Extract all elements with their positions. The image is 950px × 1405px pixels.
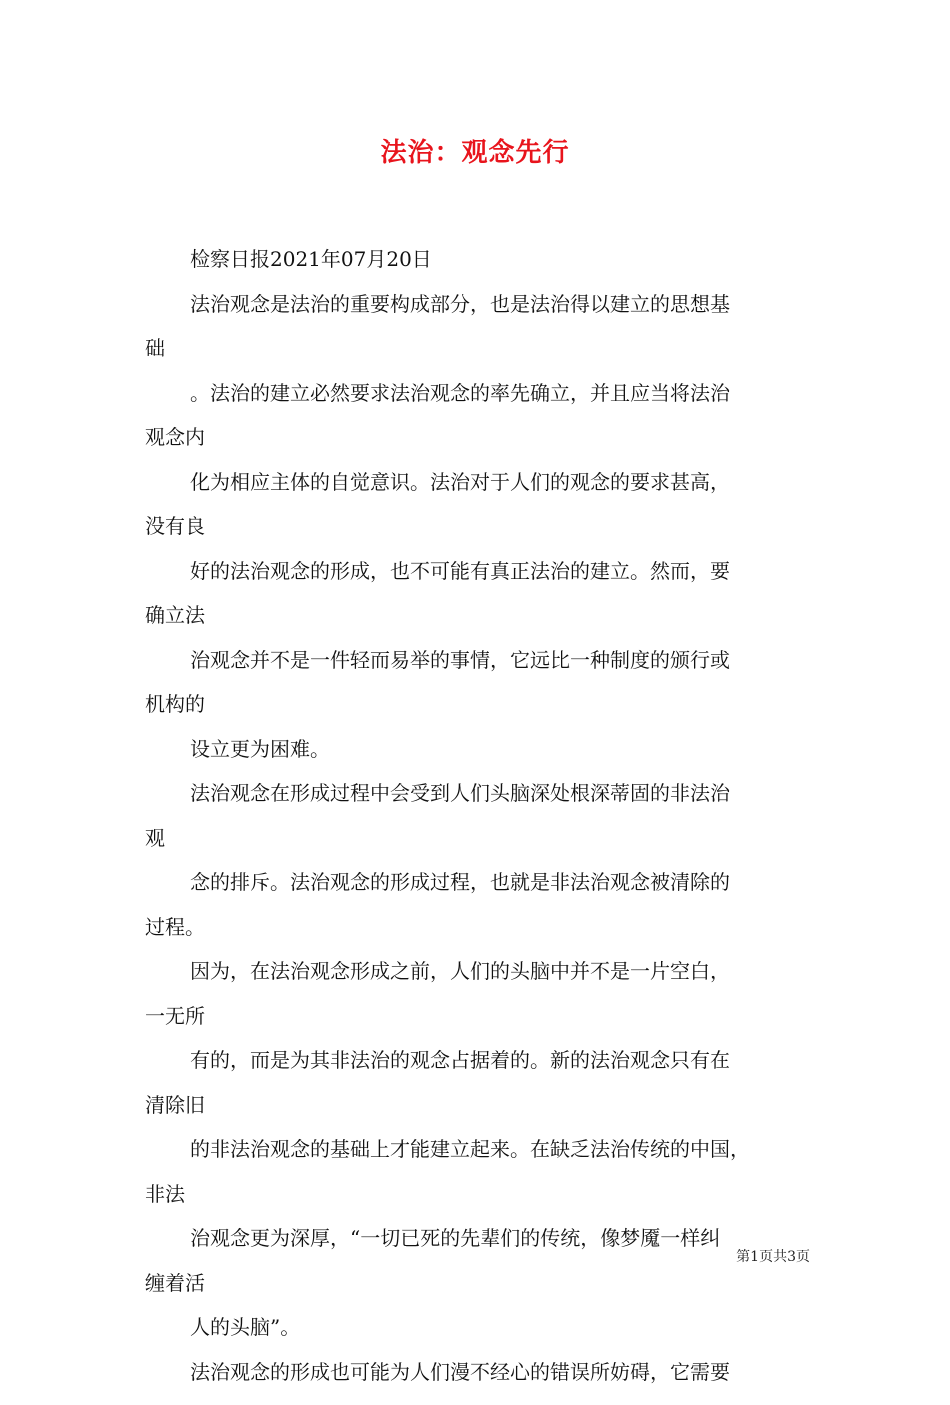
text-line: 缠着活 xyxy=(145,1270,205,1295)
text-line: 观 xyxy=(145,825,165,850)
text-line: 础 xyxy=(145,336,165,360)
text-line: 过程。 xyxy=(145,914,205,939)
text-line: 确立法 xyxy=(145,603,205,627)
text-line: 观念内 xyxy=(145,425,205,449)
text-line: 治观念并不是一件轻而易举的事情，它远比一种制度的颁行或 xyxy=(190,647,730,672)
text-line: 。法治的建立必然要求法治观念的率先确立，并且应当将法治 xyxy=(190,380,730,405)
text-line: 一无所 xyxy=(145,1003,205,1028)
text-line: 的非法治观念的基础上才能建立起来。在缺乏法治传统的中国， xyxy=(190,1137,750,1161)
page-number: 第1页共3页 xyxy=(736,1249,810,1265)
text-line: 没有良 xyxy=(145,514,205,538)
text-line: 法治观念是法治的重要构成部分，也是法治得以建立的思想基 xyxy=(190,291,730,316)
text-line: 检察日报2021年07月20日 xyxy=(190,247,432,271)
text-line: 治观念更为深厚，“一切已死的先辈们的传统，像梦魇一样纠 xyxy=(190,1226,721,1250)
text-line: 法治观念的形成也可能为人们漫不经心的错误所妨碍，它需要 xyxy=(190,1359,730,1384)
text-line: 化为相应主体的自觉意识。法治对于人们的观念的要求甚高， xyxy=(190,469,730,494)
text-line: 念的排斥。法治观念的形成过程，也就是非法治观念被清除的 xyxy=(190,870,730,894)
text-line: 有的，而是为其非法治的观念占据着的。新的法治观念只有在 xyxy=(190,1048,730,1072)
document-body xyxy=(145,248,815,1405)
document-title: 法治：观念先行 xyxy=(380,138,570,168)
text-line: 因为，在法治观念形成之前，人们的头脑中并不是一片空白， xyxy=(190,959,730,983)
text-line: 人的头脑”。 xyxy=(190,1315,301,1339)
text-line: 法治观念在形成过程中会受到人们头脑深处根深蒂固的非法治 xyxy=(190,781,730,805)
text-line: 设立更为困难。 xyxy=(190,736,330,761)
text-line: 非法 xyxy=(145,1181,185,1206)
text-line: 好的法治观念的形成，也不可能有真正法治的建立。然而，要 xyxy=(190,558,730,583)
text-line: 清除旧 xyxy=(145,1092,205,1117)
text-line: 机构的 xyxy=(145,692,205,716)
